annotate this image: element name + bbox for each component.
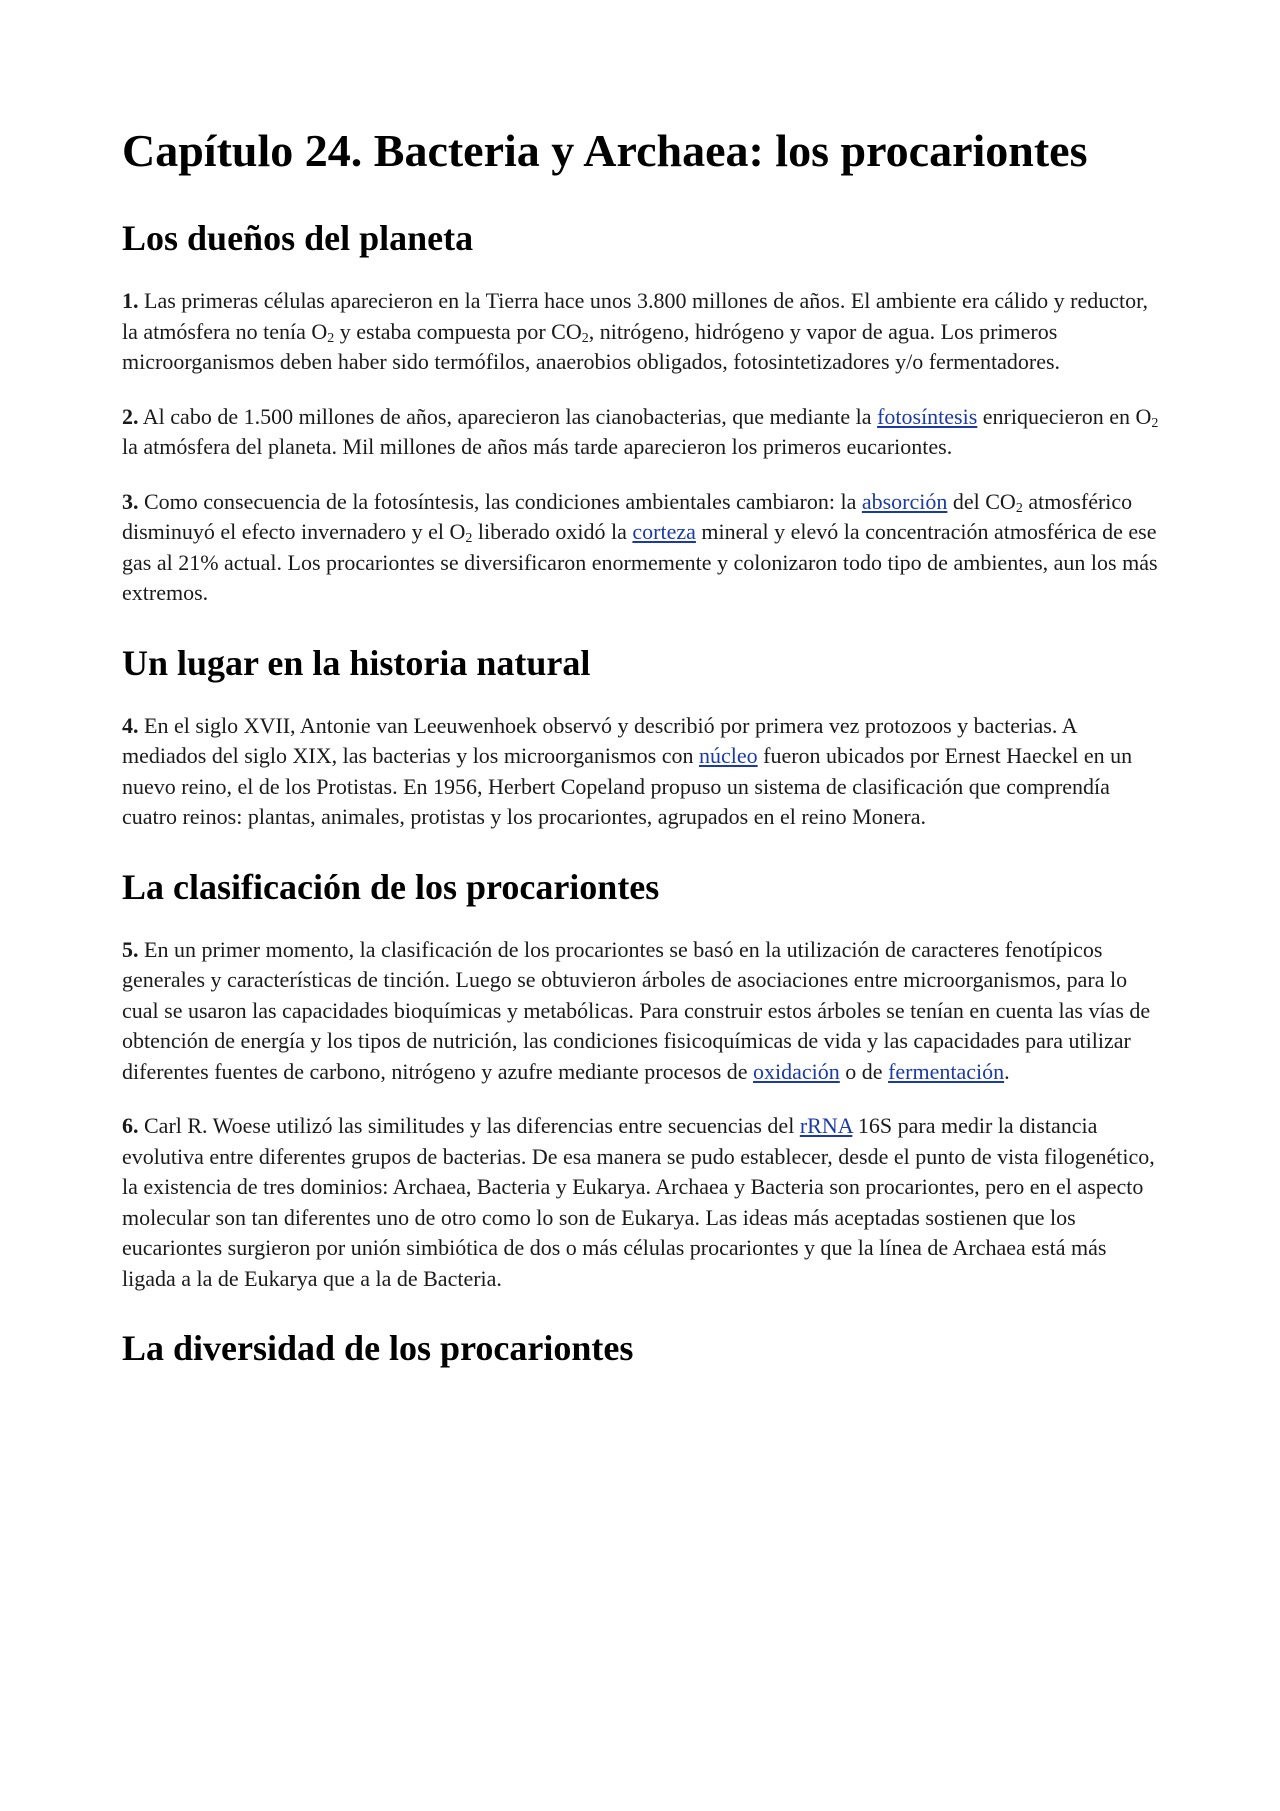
- link-rrna[interactable]: rRNA: [799, 1113, 853, 1138]
- paragraph-number: 6.: [122, 1113, 139, 1138]
- link-absorcion[interactable]: absorción: [861, 488, 948, 514]
- section-heading-clasificacion: La clasificación de los procariontes: [122, 866, 660, 907]
- paragraph-3: 3. Como consecuencia de la fotosíntesis, las condiciones ambientales cambiaron: la absorción del $CO_2$ atmosférico disminuyó el efecto invernadero y el $O_2$ liberado oxidó la corteza mineral y elevó la concentración atmosférica de ese gas al 21% actual. Los procariontes se diversificaron enormemente y colonizaron todo tipo de ambientes, aun los más extremos.: [122, 488, 1158, 605]
- link-fermentacion[interactable]: fermentación: [888, 1058, 1005, 1084]
- link-oxidacion[interactable]: oxidación: [753, 1058, 840, 1084]
- paragraph-2: 2. Al cabo de 1.500 millones de años, aparecieron las cianobacterias, que mediante la fotosíntesis enriquecieron en $O_2$ la atmósfera del planeta. Mil millones de años más tarde aparecieron los primeros eucariontes.: [122, 403, 1159, 459]
- paragraph-4: 4. En el siglo XVII, Antonie van Leeuwenhoek observó y describió por primera vez protozoos y bacterias. A mediados del siglo XIX, las bacterias y los microorganismos con núcleo fueron ubicados por Ernest Haeckel en un nuevo reino, el de los Protistas. En 1956, Herbert Copeland propuso un sistema de clasificación que comprendía cuatro reinos: plantas, animales, protistas y los procariontes, agrupados en el reino Monera.: [122, 712, 1133, 829]
- link-corteza[interactable]: corteza: [632, 519, 696, 544]
- link-nucleo[interactable]: núcleo: [698, 743, 758, 768]
- paragraph-6: 6. Carl R. Woese utilizó las similitudes y las diferencias entre secuencias del rRNA 16S para medir la distancia evolutiva entre diferentes grupos de bacterias. De esa manera se pudo establecer, desde el punto de vista filogenético, la existencia de tres dominios: Archaea, Bacteria y Eukarya. Archaea y Bacteria son procariontes, pero en el aspecto molecular son tan diferentes uno de otro como lo son de Eukarya. Las ideas más aceptadas sostienen que los eucariontes surgieron por unión simbiótica de dos o más células procariontes y que la línea de Archaea está más ligada a la de Eukarya que a la de Bacteria.: [122, 1113, 1155, 1291]
- section-heading-diversidad: La diversidad de los procariontes: [122, 1328, 634, 1368]
- paragraph-number: 3.: [122, 488, 139, 514]
- paragraph-number: 5.: [122, 936, 139, 962]
- paragraph-1: 1. Las primeras células aparecieron en la Tierra hace unos 3.800 millones de años. El ambiente era cálido y reductor, la atmósfera no tenía $O_2$ y estaba compuesta por $CO_2$, nitrógeno, hidrógeno y vapor de agua. Los primeros microorganismos deben haber sido termófilos, anaerobios obligados, fotosintetizadores y/o fermentadores.: [122, 288, 1149, 374]
- paragraph-5: 5. En un primer momento, la clasificación de los procariontes se basó en la utilización de caracteres fenotípicos generales y características de tinción. Luego se obtuvieron árboles de asociaciones entre microorganismos, para lo cual se usaron las capacidades bioquímicas y metabólicas. Para construir estos árboles se tenían en cuenta las vías de obtención de energía y los tipos de nutrición, las condiciones fisicoquímicas de vida y las capacidades para utilizar diferentes fuentes de carbono, nitrógeno y azufre mediante procesos de oxidación o de fermentación.: [122, 936, 1151, 1084]
- section-heading-duenos: Los dueños del planeta: [122, 218, 474, 258]
- chapter-title: Capítulo 24. Bacteria y Archaea: los procariontes: [122, 125, 1088, 176]
- section-heading-historia: Un lugar en la historia natural: [122, 642, 591, 683]
- paragraph-number: 4.: [122, 712, 139, 738]
- paragraph-number: 1.: [122, 288, 139, 313]
- document-page: [122, 120, 1162, 1396]
- paragraph-number: 2.: [122, 403, 139, 429]
- link-fotosintesis[interactable]: fotosíntesis: [877, 403, 978, 429]
